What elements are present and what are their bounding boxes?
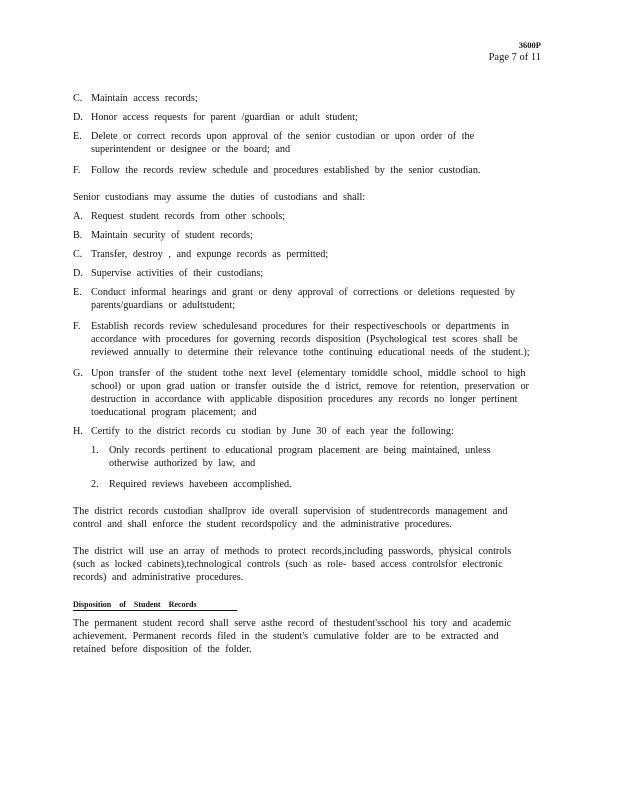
list-label: D.	[73, 112, 83, 123]
list-text: Delete or correct records upon approval of the senior custodian or upon order of the superintendent or designee or the board; and	[91, 131, 475, 155]
list-text: Honor access requests for parent /guardian or adult student;	[91, 112, 358, 123]
list1-item	[73, 111, 533, 124]
list-label: F.	[73, 165, 81, 176]
list2-item	[73, 248, 533, 261]
disposition-paragraph: The permanent student record shall serve asthe record of thestudent'sschool his tory and academic achievement. Permanent records filed in the student's cumulative folder are to be extracted and retained before disposition of the folder.	[73, 618, 512, 655]
list-text: Maintain access records;	[91, 93, 198, 104]
list-label: E.	[73, 131, 82, 142]
list-text: Upon transfer of the student tothe next level (elementary tomiddle school, middle school to high school) or upon grad uation or transfer outside the d istrict, remove for retention, preservation or destruction in accordance with applicable disposition procedures any records no longer pertinent toeducational program placement; and	[91, 368, 529, 418]
section-heading: Disposition of Student Records	[73, 600, 237, 611]
list-text: Supervise activities of their custodians;	[91, 268, 264, 279]
protection-methods-paragraph: The district will use an array of methods to protect records,including passwords, physical controls (such as locked cabinets),technological controls (such as role- based access controlsfor electronic records) and administrative procedures.	[73, 546, 512, 583]
list1-item	[73, 130, 533, 156]
list-text: Follow the records review schedule and procedures established by the senior custodian.	[91, 165, 481, 176]
senior-custodians-intro: Senior custodians may assume the duties of custodians and shall:	[73, 192, 366, 203]
list-label: E.	[73, 287, 82, 298]
list1-item	[73, 92, 533, 105]
list-label: D.	[73, 268, 83, 279]
list2-item	[73, 229, 533, 242]
list-label: F.	[73, 321, 81, 332]
list1-item	[73, 164, 533, 177]
policy-code: 3600P	[518, 40, 541, 50]
list-text: Conduct informal hearings and grant or deny approval of corrections or deletions requested by parents/guardians or adultstudent;	[91, 287, 516, 311]
document-body	[73, 92, 533, 656]
list-text: Required reviews havebeen accomplished.	[109, 479, 292, 490]
list2-item	[73, 425, 533, 438]
list-label: C.	[73, 249, 83, 260]
list-text: Establish records review schedulesand procedures for their respectiveschools or departments in accordance with procedures for governing records disposition (Psychological test scores shall be reviewed annually to determine their relevance tothe continuing educational needs of the student.);	[91, 321, 530, 358]
list-text: Only records pertinent to educational program placement are being maintained, unless otherwise authorized by law, and	[109, 445, 491, 469]
list-text: Certify to the district records cu stodian by June 30 of each year the following:	[91, 426, 454, 437]
list-label: H.	[73, 426, 83, 437]
list-text: Request student records from other schools;	[91, 211, 286, 222]
section-heading-wrap	[73, 598, 533, 611]
district-custodian-paragraph: The district records custodian shallprov ide overall supervision of studentrecords management and control and shall enforce the student recordspolicy and the administrative procedures.	[73, 506, 508, 530]
list2-item	[73, 286, 533, 312]
list-label: 1.	[91, 445, 99, 456]
list-label: C.	[73, 93, 83, 104]
list2-item	[73, 267, 533, 280]
list2-item	[73, 320, 533, 359]
list-text: Maintain security of student records;	[91, 230, 253, 241]
list-label: 2.	[91, 479, 99, 490]
list-label: A.	[73, 211, 83, 222]
sublist-item	[73, 444, 533, 470]
list-label: B.	[73, 230, 83, 241]
page-number: Page 7 of 11	[488, 52, 541, 63]
list2-item	[73, 210, 533, 223]
list2-item	[73, 367, 533, 419]
list-label: G.	[73, 368, 83, 379]
sublist-item	[73, 478, 533, 491]
list-text: Transfer, destroy , and expunge records as permitted;	[91, 249, 329, 260]
